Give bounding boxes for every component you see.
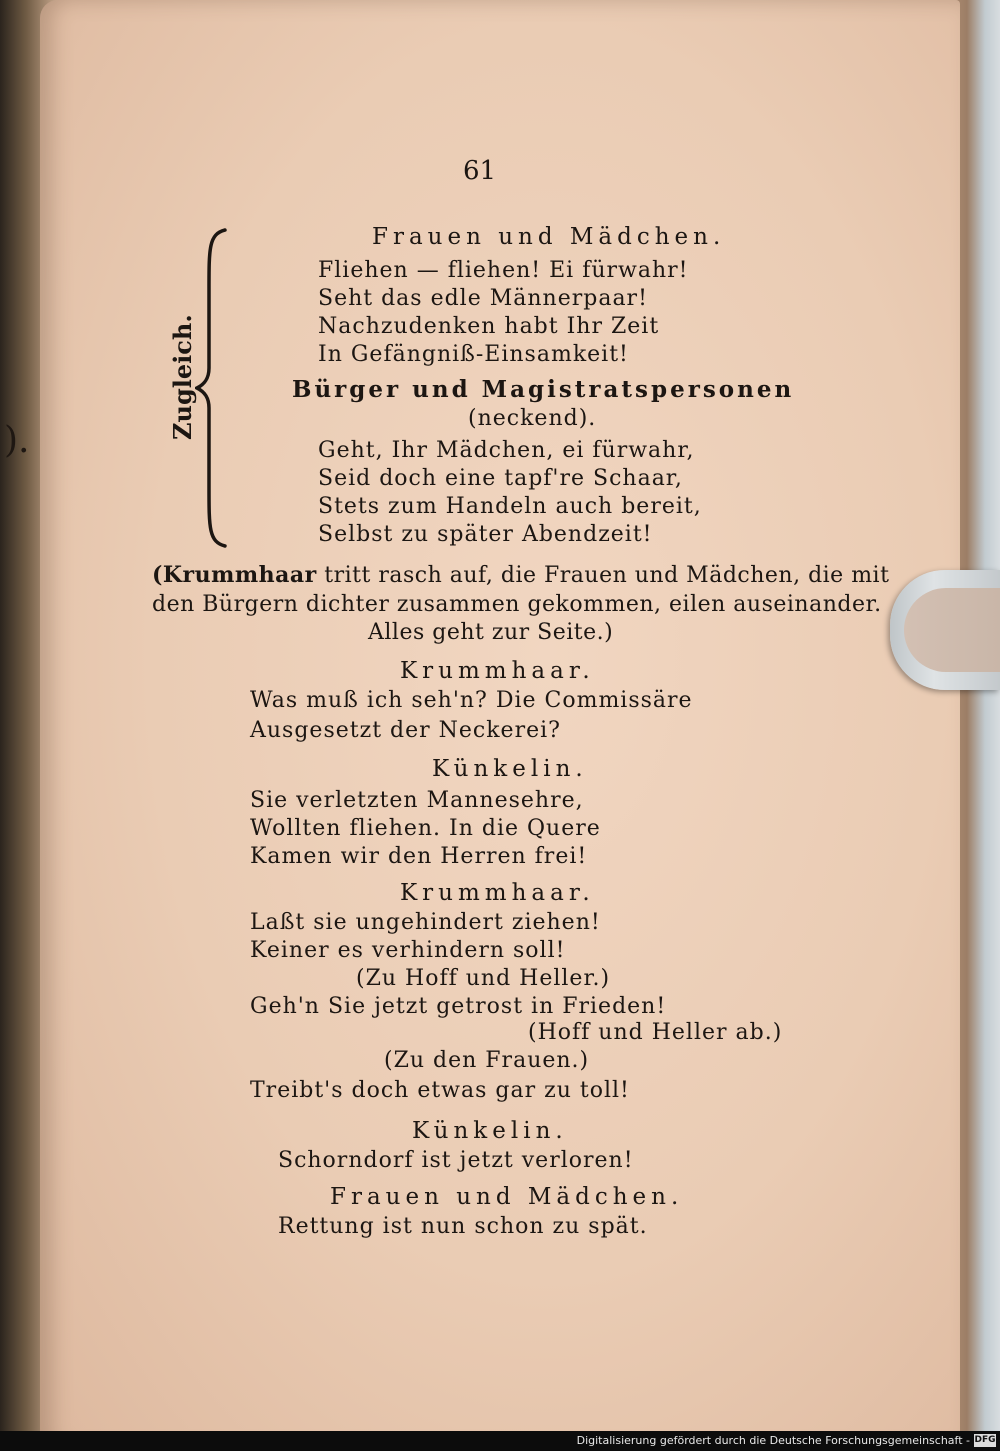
dfg-logo-icon: DFG	[974, 1435, 996, 1445]
speaker-heading: Bürger und Magistratspersonen	[292, 376, 795, 403]
speaker-heading: Frauen und Mädchen.	[372, 224, 726, 250]
footer-credit: Digitalisierung gefördert durch die Deutsche Forschungsgemeinschaft -	[576, 1434, 970, 1447]
page-number: 61	[463, 156, 497, 186]
verse-line: Kamen wir den Herren frei!	[250, 844, 588, 869]
speaker-heading: Krummhaar.	[400, 880, 595, 906]
verse-line: Was muß ich seh'n? Die Commissäre	[250, 688, 693, 713]
stage-direction-line: den Bürgern dichter zusammen gekommen, eilen auseinander.	[152, 592, 882, 617]
verse-line: Stets zum Handeln auch bereit,	[318, 494, 702, 519]
character-name: (Krummhaar	[152, 562, 317, 588]
verse-line: Geh'n Sie jetzt getrost in Frieden!	[250, 994, 667, 1019]
verse-line: Rettung ist nun schon zu spät.	[278, 1214, 648, 1239]
verse-line: In Gefängniß-Einsamkeit!	[318, 342, 629, 367]
side-label-zugleich: Zugleich.	[168, 314, 197, 440]
verse-line: Sie verletzten Mannesehre,	[250, 788, 584, 813]
verse-line: Keiner es verhindern soll!	[250, 938, 566, 963]
speaker-heading: Künkelin.	[412, 1118, 568, 1144]
curly-brace-icon	[195, 228, 229, 548]
verse-line: Wollten fliehen. In die Quere	[250, 816, 601, 841]
speaker-heading: Krummhaar.	[400, 658, 595, 684]
stage-direction-line	[152, 564, 889, 587]
stage-direction: (Zu den Frauen.)	[384, 1048, 590, 1073]
stage-direction-text: tritt rasch auf, die Frauen und Mädchen, die mit	[316, 563, 890, 588]
edge-mark: ).	[4, 420, 30, 461]
verse-line: Laßt sie ungehindert ziehen!	[250, 910, 601, 935]
stage-direction: (Hoff und Heller ab.)	[528, 1020, 783, 1045]
verse-line: Nachzudenken habt Ihr Zeit	[318, 314, 660, 339]
stage-direction-line: Alles geht zur Seite.)	[368, 620, 614, 645]
verse-line: Fliehen — fliehen! Ei fürwahr!	[318, 258, 689, 283]
verse-line: Schorndorf ist jetzt verloren!	[278, 1148, 634, 1173]
speaker-heading: Frauen und Mädchen.	[330, 1184, 684, 1210]
verse-line: Treibt's doch etwas gar zu toll!	[250, 1078, 630, 1103]
verse-line: Geht, Ihr Mädchen, ei fürwahr,	[318, 438, 695, 463]
verse-line: Selbst zu später Abendzeit!	[318, 522, 653, 547]
verse-line: Ausgesetzt der Neckerei?	[250, 718, 561, 743]
paper-clip-inner	[904, 588, 1000, 672]
stage-direction: (neckend).	[468, 406, 597, 431]
verse-line: Seht das edle Männerpaar!	[318, 286, 648, 311]
stage-direction: (Zu Hoff und Heller.)	[356, 966, 611, 991]
speaker-heading: Künkelin.	[432, 756, 588, 782]
verse-line: Seid doch eine tapf're Schaar,	[318, 466, 683, 491]
